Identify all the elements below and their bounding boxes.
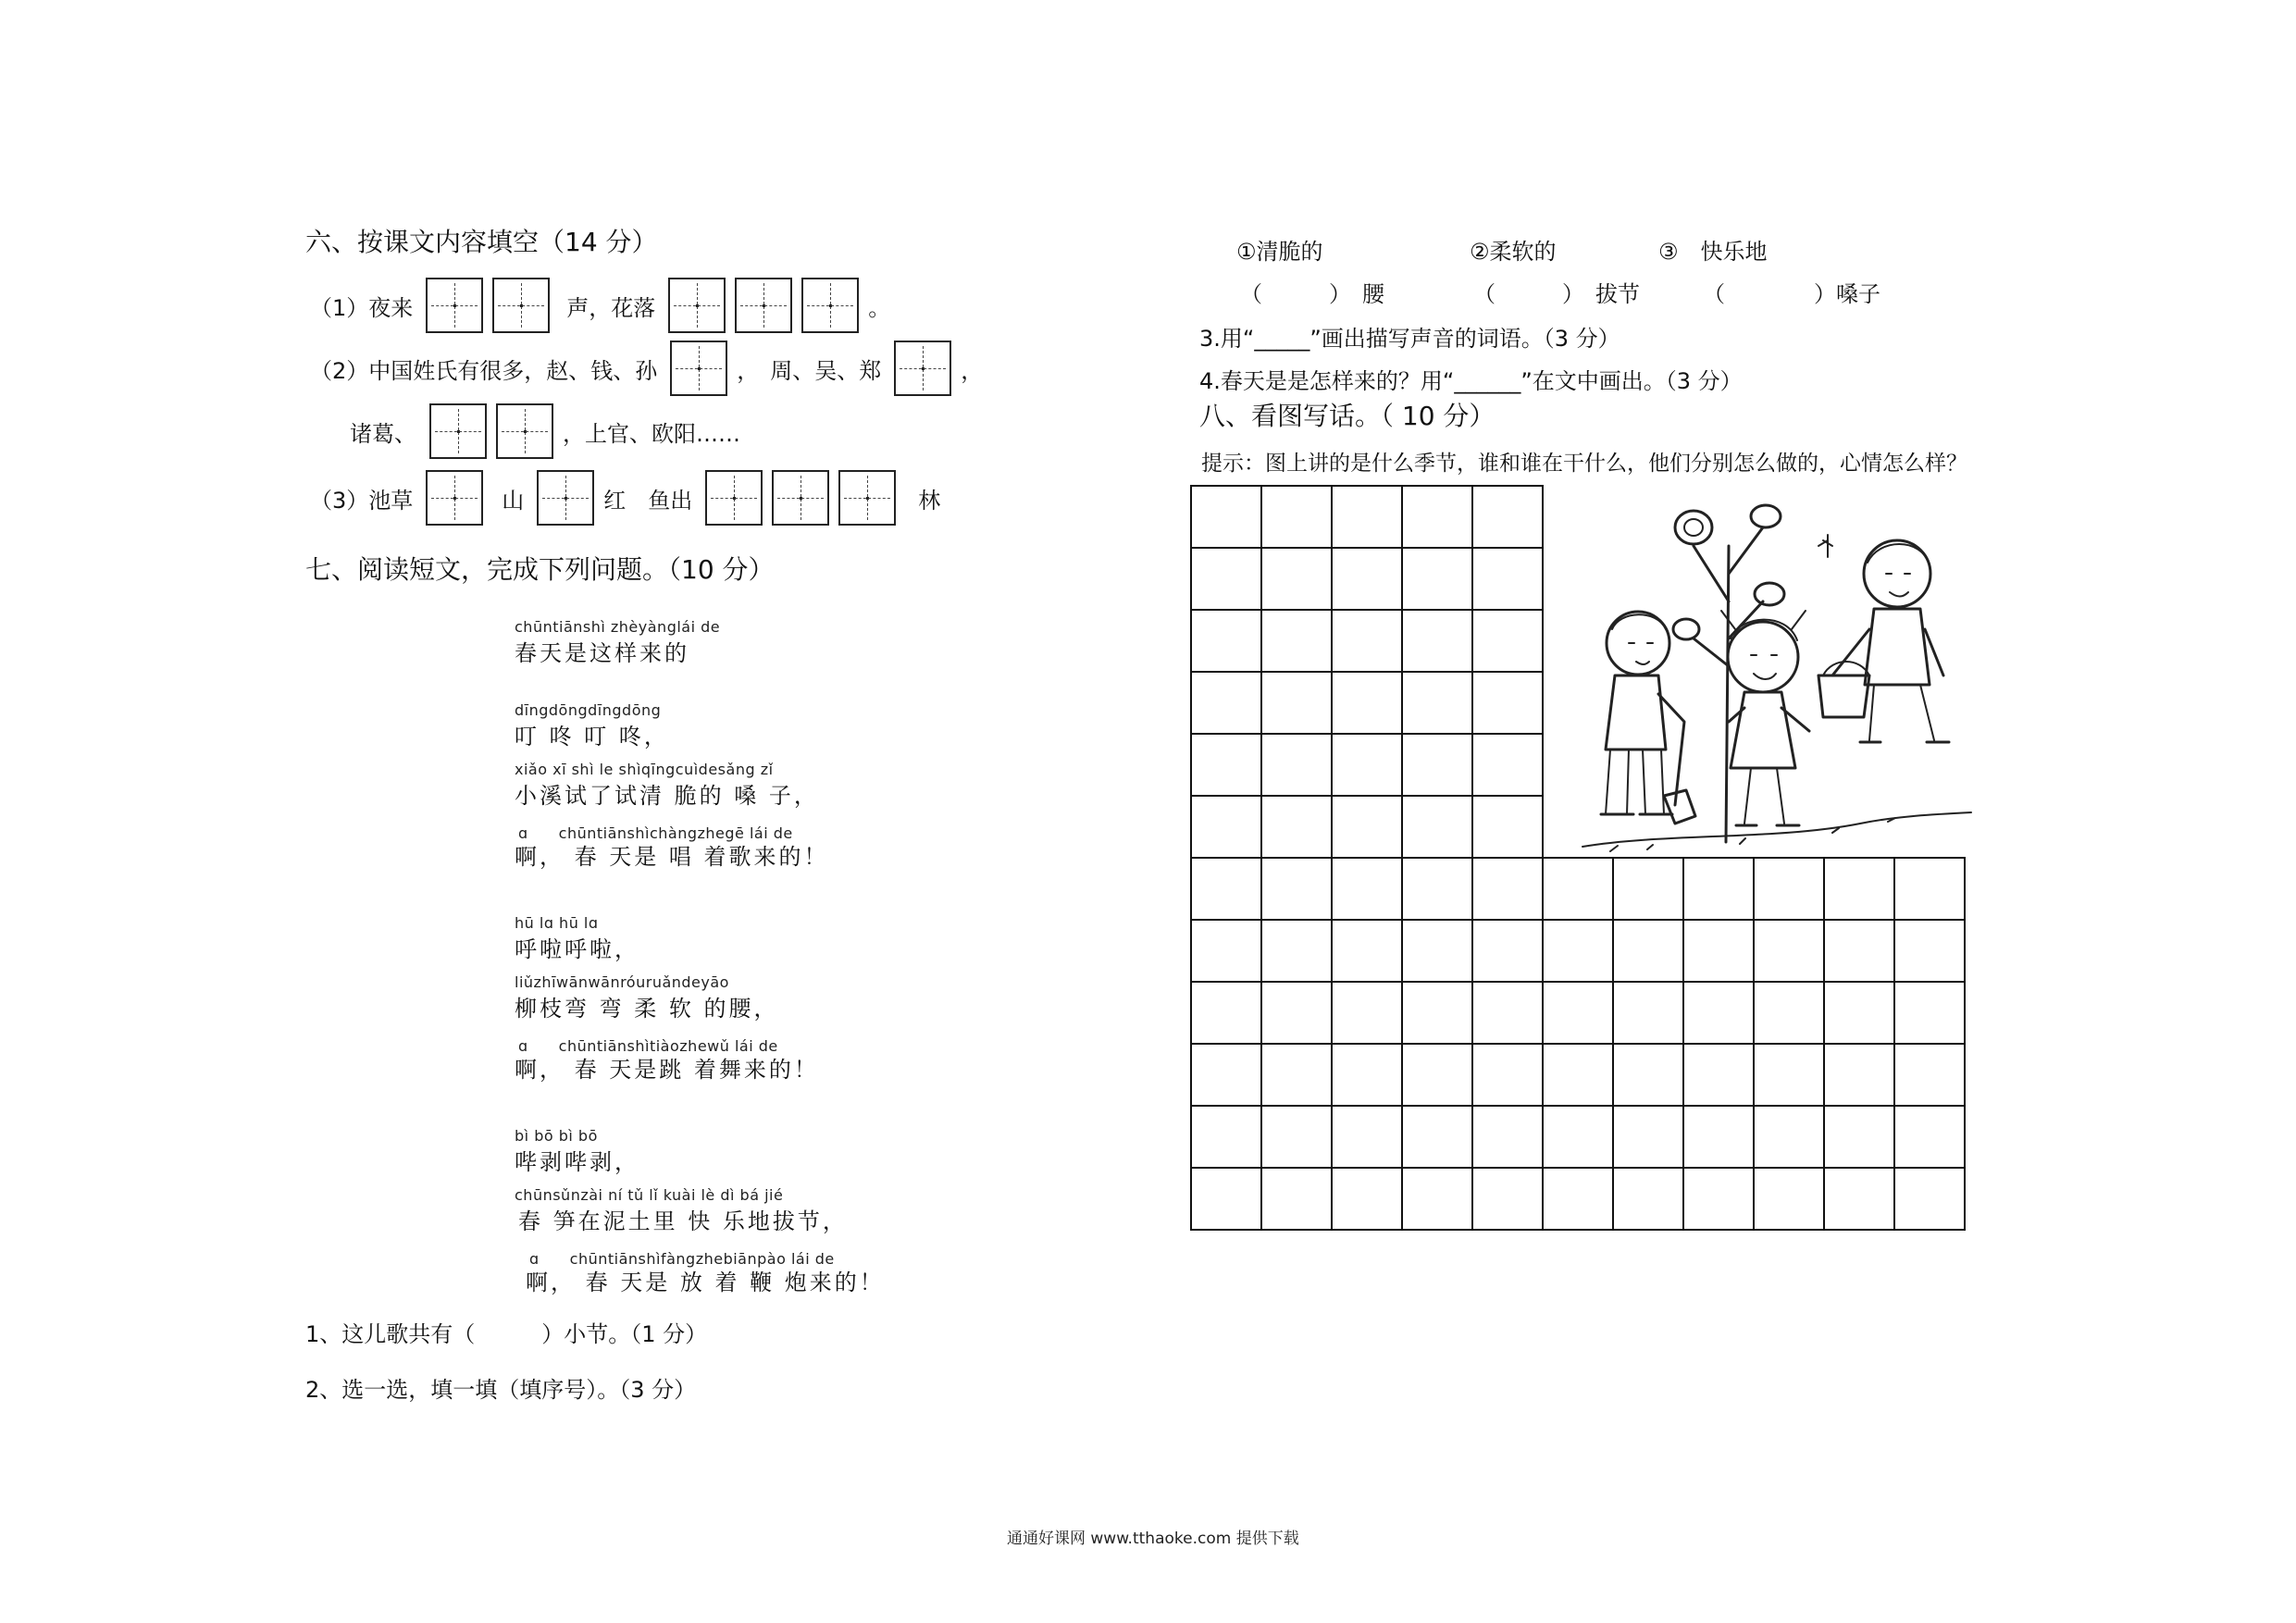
poem-line-7: 哔剥哔剥， (515, 1149, 639, 1175)
poem-pinyin-1: dīngdōngdīngdōng (515, 701, 662, 719)
char-box[interactable] (668, 278, 726, 333)
writing-cell[interactable] (1403, 921, 1473, 983)
writing-cell[interactable] (1262, 859, 1333, 921)
writing-cell[interactable] (1825, 1169, 1895, 1231)
writing-cell[interactable] (1825, 983, 1895, 1045)
writing-cell[interactable] (1684, 1107, 1755, 1169)
poem-line-4: 呼啦呼啦， (515, 936, 639, 962)
writing-cell[interactable] (1192, 673, 1262, 735)
poem-pinyin-9: ɑ chūntiānshìfàngzhebiānpào lái de (529, 1250, 835, 1268)
writing-cell[interactable] (1473, 735, 1544, 797)
writing-cell[interactable] (1403, 487, 1473, 549)
writing-cell[interactable] (1333, 611, 1403, 673)
writing-cell[interactable] (1544, 983, 1614, 1045)
writing-cell[interactable] (1473, 1045, 1544, 1107)
writing-cell[interactable] (1825, 859, 1895, 921)
char-box[interactable] (496, 403, 553, 459)
writing-cell[interactable] (1544, 859, 1614, 921)
writing-cell[interactable] (1333, 673, 1403, 735)
writing-cell[interactable] (1192, 797, 1262, 859)
char-box[interactable] (838, 470, 896, 526)
writing-cell[interactable] (1192, 549, 1262, 611)
writing-cell[interactable] (1333, 797, 1403, 859)
writing-cell[interactable] (1895, 983, 1966, 1045)
writing-cell[interactable] (1403, 549, 1473, 611)
poem-line-6: 啊， 春 天是跳 着舞来的！ (515, 1057, 819, 1083)
section7-title: 七、阅读短文，完成下列问题。（10 分） (305, 554, 775, 585)
question-1: 1、这儿歌共有（ ）小节。（1 分） (305, 1321, 708, 1347)
writing-hint: 提示：图上讲的是什么季节，谁和谁在干什么，他们分别怎么做的，心情怎么样？ (1201, 452, 1967, 476)
section8-title: 八、看图写话。（ 10 分） (1199, 401, 1496, 431)
writing-cell[interactable] (1333, 859, 1403, 921)
q3-prefix: （3）池草 (310, 487, 414, 514)
poem-pinyin-7: bì bō bì bō (515, 1127, 598, 1145)
poem-line-8: 春 笋在泥土里 快 乐地拔节， (518, 1208, 848, 1234)
q3-end: 林 (918, 487, 941, 514)
writing-cell[interactable] (1684, 1045, 1755, 1107)
writing-cell[interactable] (1403, 673, 1473, 735)
q2b-prefix: 诸葛、 (350, 420, 416, 447)
section6-title: 六、按课文内容填空（14 分） (305, 227, 658, 257)
writing-cell[interactable] (1825, 1045, 1895, 1107)
writing-cell[interactable] (1192, 1169, 1262, 1231)
writing-cell[interactable] (1614, 859, 1684, 921)
poem-line-0: 春天是这样来的 (515, 640, 689, 666)
writing-cell[interactable] (1473, 673, 1544, 735)
q3-mid2: 红 鱼出 (603, 487, 693, 514)
writing-cell[interactable] (1614, 1107, 1684, 1169)
writing-cell[interactable] (1473, 611, 1544, 673)
question-2: 2、选一选，填一填（填序号）。（3 分） (305, 1377, 697, 1403)
writing-cell[interactable] (1544, 921, 1614, 983)
writing-cell[interactable] (1755, 921, 1825, 983)
writing-cell[interactable] (1684, 1169, 1755, 1231)
writing-cell[interactable] (1192, 487, 1262, 549)
char-box[interactable] (705, 470, 763, 526)
writing-cell[interactable] (1755, 1169, 1825, 1231)
q1-prefix: （1）夜来 (310, 294, 414, 321)
writing-cell[interactable] (1825, 1107, 1895, 1169)
blank-bajie[interactable]: （ ） 拔节 (1473, 281, 1640, 307)
q1-end: 。 (868, 294, 891, 321)
writing-cell[interactable] (1403, 797, 1473, 859)
writing-cell[interactable] (1192, 1107, 1262, 1169)
writing-cell[interactable] (1473, 1169, 1544, 1231)
poem-line-5: 柳枝弯 弯 柔 软 的腰， (515, 996, 779, 1022)
writing-cell[interactable] (1473, 797, 1544, 859)
writing-cell[interactable] (1192, 983, 1262, 1045)
writing-cell[interactable] (1262, 487, 1333, 549)
writing-cell[interactable] (1262, 673, 1333, 735)
writing-cell[interactable] (1333, 1045, 1403, 1107)
option-3: ③ 快乐地 (1658, 239, 1768, 265)
writing-grid-top (1190, 485, 1544, 859)
writing-cell[interactable] (1544, 1045, 1614, 1107)
writing-cell[interactable] (1333, 1107, 1403, 1169)
poem-pinyin-3: ɑ chūntiānshìchàngzhegē lái de (518, 824, 793, 842)
writing-cell[interactable] (1755, 1045, 1825, 1107)
char-box[interactable] (426, 278, 483, 333)
option-1: ①清脆的 (1236, 239, 1323, 265)
writing-cell[interactable] (1262, 735, 1333, 797)
poem-pinyin-8: chūnsǔnzài ní tǔ lǐ kuài lè dì bá jié (515, 1186, 784, 1204)
char-box[interactable] (492, 278, 550, 333)
writing-cell[interactable] (1473, 1107, 1544, 1169)
char-box[interactable] (670, 341, 727, 396)
writing-cell[interactable] (1403, 1169, 1473, 1231)
writing-cell[interactable] (1403, 1045, 1473, 1107)
poem-pinyin-4: hū lɑ hū lɑ (515, 914, 599, 932)
writing-cell[interactable] (1755, 983, 1825, 1045)
writing-cell[interactable] (1333, 921, 1403, 983)
writing-cell[interactable] (1403, 983, 1473, 1045)
char-box[interactable] (894, 341, 951, 396)
writing-cell[interactable] (1473, 859, 1544, 921)
writing-cell[interactable] (1192, 859, 1262, 921)
writing-cell[interactable] (1895, 921, 1966, 983)
writing-cell[interactable] (1333, 735, 1403, 797)
writing-cell[interactable] (1403, 1107, 1473, 1169)
q3-mid1: 山 (502, 487, 525, 514)
footer-source: 通通好课网 www.tthaoke.com 提供下载 (1007, 1530, 1299, 1548)
writing-cell[interactable] (1895, 1169, 1966, 1231)
fill-row-1 (310, 278, 903, 333)
writing-cell[interactable] (1895, 859, 1966, 921)
poem-line-2: 小溪试了试清 脆的 嗓 子， (515, 783, 819, 809)
writing-cell[interactable] (1755, 859, 1825, 921)
writing-cell[interactable] (1684, 921, 1755, 983)
writing-cell[interactable] (1825, 921, 1895, 983)
writing-cell[interactable] (1262, 1169, 1333, 1231)
question-3: 3.用“_____”画出描写声音的词语。（3 分） (1199, 326, 1620, 352)
writing-cell[interactable] (1333, 487, 1403, 549)
writing-cell[interactable] (1544, 1169, 1614, 1231)
blank-waist[interactable]: （ ） 腰 (1240, 281, 1384, 307)
writing-cell[interactable] (1262, 1045, 1333, 1107)
option-2: ②柔软的 (1470, 239, 1557, 265)
writing-grid-bottom (1190, 857, 1966, 1231)
writing-cell[interactable] (1262, 797, 1333, 859)
char-box[interactable] (772, 470, 829, 526)
poem-line-1: 叮 咚 叮 咚， (515, 724, 669, 750)
poem-pinyin-6: ɑ chūntiānshìtiàozhewǔ lái de (518, 1037, 778, 1055)
writing-cell[interactable] (1755, 1107, 1825, 1169)
writing-cell[interactable] (1403, 735, 1473, 797)
q1-mid: 声，花落 (566, 294, 656, 321)
writing-cell[interactable] (1895, 1045, 1966, 1107)
writing-cell[interactable] (1192, 921, 1262, 983)
writing-cell[interactable] (1473, 487, 1544, 549)
poem-pinyin-0: chūntiānshì zhèyànglái de (515, 618, 721, 636)
writing-cell[interactable] (1403, 611, 1473, 673)
writing-cell[interactable] (1473, 921, 1544, 983)
writing-cell[interactable] (1684, 983, 1755, 1045)
char-box[interactable] (801, 278, 859, 333)
writing-cell[interactable] (1333, 1169, 1403, 1231)
writing-cell[interactable] (1192, 1045, 1262, 1107)
writing-cell[interactable] (1403, 859, 1473, 921)
writing-cell[interactable] (1684, 859, 1755, 921)
writing-cell[interactable] (1473, 549, 1544, 611)
writing-cell[interactable] (1262, 983, 1333, 1045)
writing-cell[interactable] (1614, 921, 1684, 983)
poem-line-3: 啊， 春 天是 唱 着歌来的！ (515, 844, 829, 870)
writing-cell[interactable] (1262, 549, 1333, 611)
writing-cell[interactable] (1473, 983, 1544, 1045)
poem-pinyin-2: xiǎo xī shì le shìqīngcuìdesǎng zǐ (515, 761, 774, 778)
poem-line-9: 啊， 春 天是 放 着 鞭 炮来的！ (526, 1270, 885, 1295)
blank-throat[interactable]: （ ）嗓子 (1703, 281, 1880, 307)
writing-cell[interactable] (1192, 735, 1262, 797)
writing-cell[interactable] (1614, 983, 1684, 1045)
char-box[interactable] (429, 403, 487, 459)
fill-row-2b (350, 403, 753, 459)
char-box[interactable] (426, 470, 483, 526)
writing-cell[interactable] (1333, 983, 1403, 1045)
writing-cell[interactable] (1614, 1169, 1684, 1231)
writing-cell[interactable] (1262, 1107, 1333, 1169)
question-4: 4.春天是是怎样来的？用“______”在文中画出。（3 分） (1199, 368, 1743, 394)
children-planting-tree-illustration (1555, 490, 1980, 861)
q2-prefix: （2）中国姓氏有很多，赵、钱、孙 (310, 357, 658, 384)
poem-pinyin-5: liǔzhīwānwānróuruǎndeyāo (515, 973, 729, 991)
writing-cell[interactable] (1262, 611, 1333, 673)
writing-cell[interactable] (1333, 549, 1403, 611)
fill-row-3 (310, 470, 953, 526)
writing-cell[interactable] (1192, 611, 1262, 673)
writing-cell[interactable] (1544, 1107, 1614, 1169)
writing-cell[interactable] (1895, 1107, 1966, 1169)
q2-end: ， (961, 357, 984, 384)
q2-mid: ， 周、吴、郑 (737, 357, 882, 384)
fill-row-2 (310, 341, 996, 396)
char-box[interactable] (735, 278, 792, 333)
q2b-end: ，上官、欧阳…… (563, 420, 740, 447)
char-box[interactable] (537, 470, 594, 526)
writing-cell[interactable] (1262, 921, 1333, 983)
writing-cell[interactable] (1614, 1045, 1684, 1107)
